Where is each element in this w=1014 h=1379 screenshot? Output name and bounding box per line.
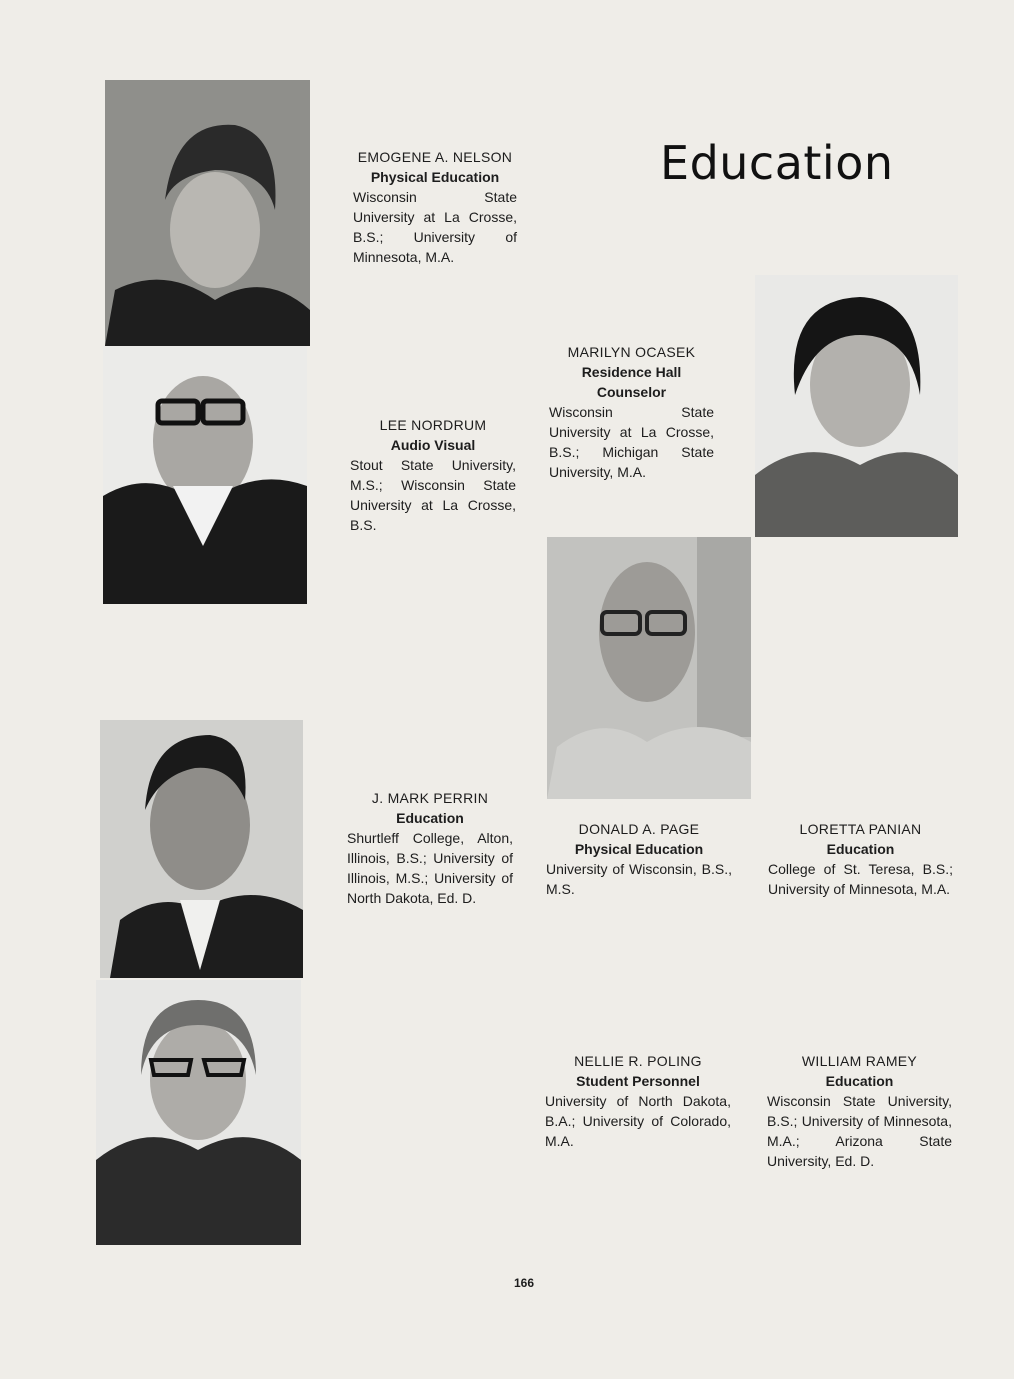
person-name: WILLIAM RAMEY bbox=[801, 1053, 918, 1069]
bio-poling bbox=[545, 1051, 731, 1151]
page-number: 166 bbox=[514, 1276, 535, 1290]
portrait-photo-perrin bbox=[100, 720, 303, 978]
bio-page bbox=[546, 819, 732, 899]
bio-nordrum bbox=[350, 415, 516, 535]
person-degrees: Wisconsin State University, B.S.; University of Minnesota, M.A.; Arizona State University, Ed. D. bbox=[767, 1093, 952, 1169]
person-department: Education bbox=[825, 1073, 894, 1089]
person-degrees: Wisconsin State University at La Crosse, B.S.; University of Minnesota, M.A. bbox=[353, 189, 517, 265]
person-department: Education bbox=[396, 810, 464, 826]
person-degrees: Shurtleff College, Alton, Illinois, B.S.; University of Illinois, M.S.; University of North Dakota, Ed. D. bbox=[347, 830, 513, 906]
person-degrees: University of Wisconsin, B.S., M.S. bbox=[546, 861, 732, 897]
person-degrees: University of North Dakota, B.A.; University of Colorado, M.A. bbox=[545, 1093, 731, 1149]
person-department: Residence Hall Counselor bbox=[581, 364, 682, 400]
person-department: Audio Visual bbox=[390, 437, 476, 453]
bio-perrin bbox=[347, 788, 513, 908]
portrait-photo-nordrum bbox=[103, 346, 307, 604]
person-name: MARILYN OCASEK bbox=[567, 344, 696, 360]
person-department: Education bbox=[826, 841, 895, 857]
portrait-photo-nelson bbox=[105, 80, 310, 346]
portrait-photo-page bbox=[547, 537, 751, 799]
person-degrees: College of St. Teresa, B.S.; University of Minnesota, M.A. bbox=[768, 861, 953, 897]
portrait-photo-ocasek bbox=[755, 275, 958, 537]
person-department: Physical Education bbox=[370, 169, 500, 185]
person-department: Student Personnel bbox=[576, 1073, 700, 1089]
portrait-photo-poling bbox=[96, 980, 301, 1245]
person-degrees: Wisconsin State University at La Crosse, B.S.; Michigan State University, M.A. bbox=[549, 404, 714, 480]
person-name: LEE NORDRUM bbox=[379, 417, 487, 433]
person-name: DONALD A. PAGE bbox=[578, 821, 700, 837]
person-name: LORETTA PANIAN bbox=[799, 821, 922, 837]
page-title: Education bbox=[660, 136, 894, 190]
bio-ocasek bbox=[549, 342, 714, 482]
person-name: NELLIE R. POLING bbox=[574, 1053, 702, 1069]
person-degrees: Stout State University, M.S.; Wisconsin State University at La Crosse, B.S. bbox=[350, 457, 516, 533]
person-department: Physical Education bbox=[574, 841, 704, 857]
bio-panian bbox=[768, 819, 953, 899]
person-name: EMOGENE A. NELSON bbox=[357, 149, 513, 165]
bio-ramey bbox=[767, 1051, 952, 1171]
person-name: J. MARK PERRIN bbox=[371, 790, 489, 806]
bio-nelson bbox=[353, 147, 517, 267]
